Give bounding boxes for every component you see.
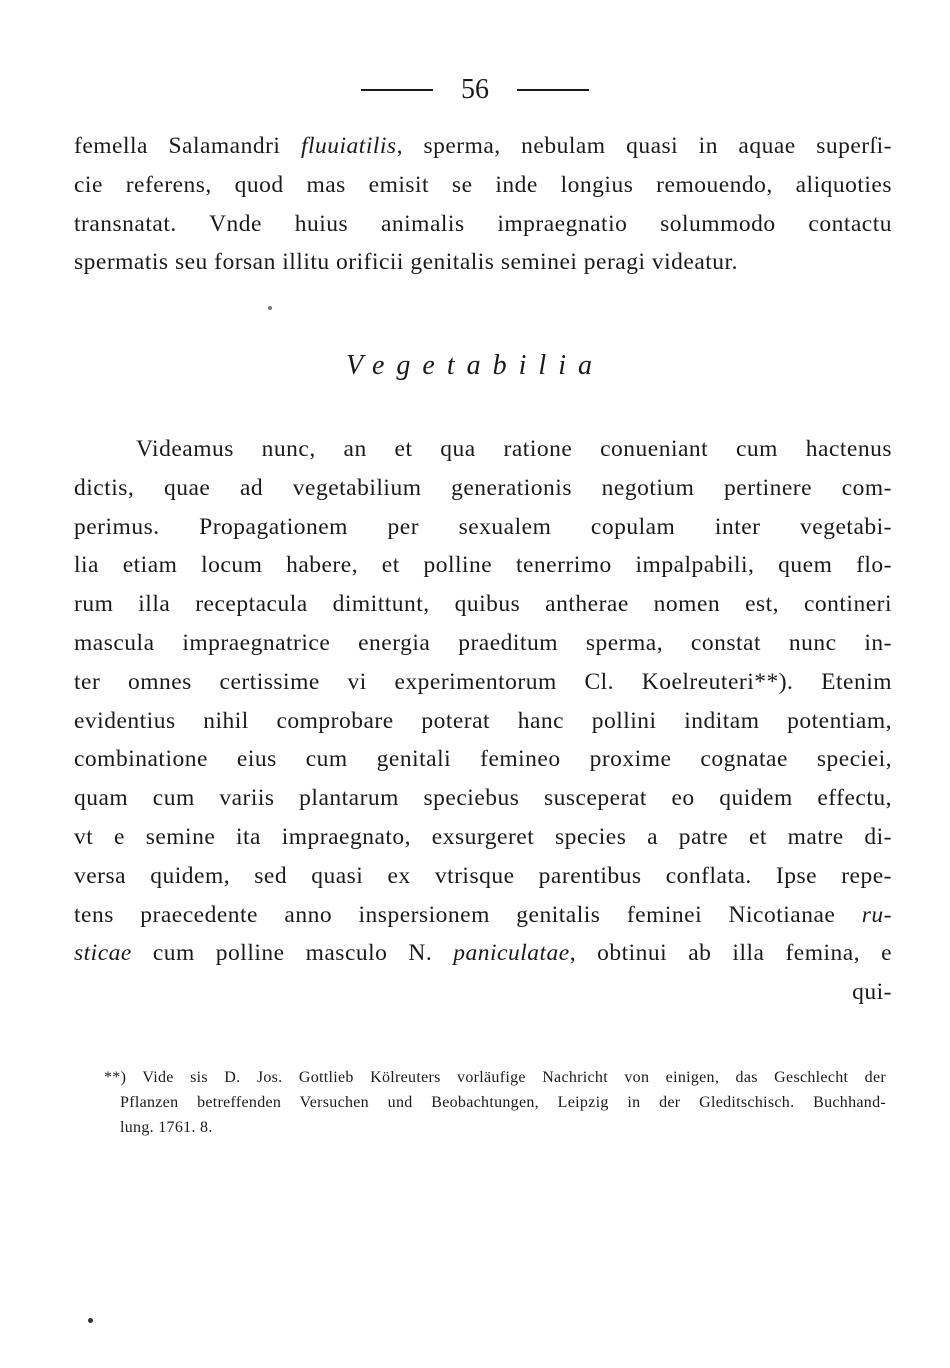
text-line: cie referens, quod mas emisit se inde longius remouendo, aliquoties <box>74 171 892 198</box>
footnote <box>104 1065 886 1140</box>
section-heading: Vegetabilia <box>346 350 604 381</box>
footnote-line: **) Vide sis D. Jos. Gottlieb Kölreuters vorläufige Nachricht von einigen, das Geschlecht der <box>104 1069 886 1086</box>
italic-term: paniculatae <box>453 940 570 967</box>
page-header <box>0 70 950 110</box>
text-line: femella Salamandri fluuiatilis, sperma, nebulam quasi in aquae superſi- <box>74 133 892 159</box>
page-number: 56 <box>461 74 489 105</box>
text-line: Videamus nunc, an et qua ratione conueniant cum hactenus <box>136 436 892 462</box>
ink-speck <box>268 306 272 310</box>
text-line: combinatione eius cum genitali femineo proxime cognatae speciei, <box>74 746 892 773</box>
italic-term: sticae <box>74 940 132 967</box>
header-rule-left <box>361 89 433 91</box>
text-line: dictis, quae ad vegetabilium generationis negotium pertinere com- <box>74 474 892 501</box>
footnote-line: lung. 1761. 8. <box>120 1119 213 1136</box>
ink-speck <box>88 1318 93 1323</box>
catchword: qui- <box>852 979 892 1006</box>
text-line: perimus. Propagationem per sexualem copulam inter vegetabi- <box>74 513 892 540</box>
text-line: tens praecedente anno inspersionem genitalis feminei Nicotianae ru- <box>74 901 892 928</box>
text-line: sticae cum polline masculo N. paniculatae, obtinui ab illa femina, e <box>74 940 892 967</box>
text-line: mascula impraegnatrice energia praeditum sperma, constat nunc in- <box>74 629 892 656</box>
footnote-line: Pflanzen betreffenden Versuchen und Beobachtungen, Leipzig in der Gleditschisch. Buchhand- <box>120 1094 886 1111</box>
text-line: ter omnes certissime vi experimentorum Cl. Koelreuteri**). Etenim <box>74 668 892 695</box>
header-rule-right <box>517 89 589 91</box>
italic-term: fluuiatilis <box>300 133 397 159</box>
text-line: vt e semine ita impraegnato, exsurgeret species a patre et matre di- <box>74 823 892 850</box>
text-line: versa quidem, sed quasi ex vtrisque parentibus conflata. Ipse repe- <box>74 862 892 889</box>
paragraph-continuation <box>74 127 892 282</box>
text-line: lia etiam locum habere, et polline tenerrimo impalpabili, quem flo- <box>74 552 892 579</box>
text-line: evidentius nihil comprobare poterat hanc pollini inditam potentiam, <box>74 707 892 734</box>
text-line: rum illa receptacula dimittunt, quibus antherae nomen est, contineri <box>74 591 892 618</box>
italic-term: ru- <box>861 901 892 928</box>
text-line: spermatis seu forsan illitu orificii genitalis seminei peragi videatur. <box>74 249 738 276</box>
text-line: transnatat. Vnde huius animalis impraegnatio solummodo contactu <box>74 210 892 237</box>
paragraph-vegetabilia <box>74 430 892 1012</box>
text-line: quam cum variis plantarum speciebus susceperat eo quidem effectu, <box>74 785 892 812</box>
